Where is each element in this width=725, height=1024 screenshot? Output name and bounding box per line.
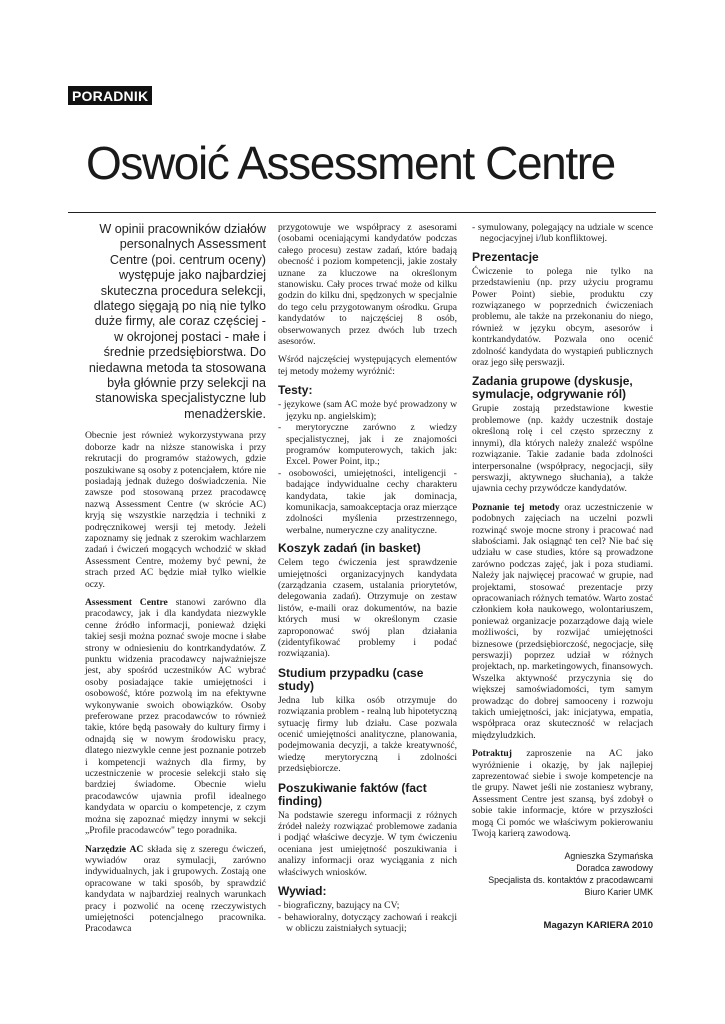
- author-role: Doradca zawodowy: [576, 862, 653, 873]
- paragraph: Assessment Centre stanowi zarówno dla pracodawcy, jak i dla kandydata niezwykle cenne źródło informacji, ponieważ dzięki takiej sesji można poznać swoje mocne i słabe strony w odniesieniu do kontrkandydatów. Z punktu widzenia pracodawcy najważniejsze jest, aby spośród uczestników AC wybrać osoby posiadające takie umiejętności i osobowość, które pozwolą im na efektywne wykonywanie swoich obowiązków. Osoby preferowane przez pracodawców to również takie, które będą pasowały do kultury firmy i odnajdą się w nowym środowisku pracy, dlatego niezwykle cenne jest poznanie potrzeb i kompetencji ważnych dla firmy, by uczestniczenie w procesie selekcji stało się bardziej świadome. Obecnie wielu pracodawców ujawnia profil idealnego kandydata w oparciu o kompetencje, z czym można się zapoznać między innymi w sekcji „Profile pracodawców" tego poradnika.: [85, 596, 267, 837]
- interview-list-continued: [472, 222, 653, 245]
- paragraph: Jedna lub kilka osób otrzymuje do rozwiązania problem - realną lub hipotetyczną sytuację firmy lub działu. Case pozwala ocenić umiejętności analityczne, planowania, podejmowania decyzji, a także kreatywność, wiedzę merytoryczną i zdolności przedsiębiorcze.: [278, 694, 457, 775]
- author-signature: [472, 850, 653, 898]
- paragraph: Ćwiczenie to polega nie tylko na przedstawieniu (np. przy użyciu programu Power Point) siebie, produktu czy rozwiązanego w poprzednich ćwiczeniach problemu, ale także na przekonaniu do niego, również w języku obcym, asesorów i kontrkandydatów. Pozwala ono ocenić zdolność kandydata do wystąpień publicznych oraz jego siłę perswazji.: [472, 265, 653, 369]
- list-item: - behawioralny, dotyczący zachowań i reakcji w obliczu zaistniałych sytuacji;: [278, 911, 457, 934]
- paragraph: Narzędzie AC składa się z szeregu ćwiczeń, wywiadów oraz symulacji, zarówno indywidualnych, jak i grupowych. Zostają one opracowane w taki sposób, by sprawdzić kandydata w najbardziej realnych warunkach pracy i pozwolić na ocenę rzeczywistych umiejętności potencjalnego pracownika. Pracodawca: [85, 843, 266, 935]
- author-role: Specjalista ds. kontaktów z pracodawcami: [488, 874, 653, 885]
- section-heading: Koszyk zadań (in basket): [278, 541, 421, 556]
- section-heading: Zadania grupowe (dyskusje, symulacje, odgrywanie ról): [472, 374, 633, 402]
- author-organization: Biuro Karier UMK: [584, 886, 653, 897]
- section-heading: Studium przypadku (case study): [278, 665, 424, 693]
- title-divider: [68, 212, 656, 213]
- list-item: - biograficzny, bazujący na CV;: [278, 900, 400, 912]
- paragraph: przygotowuje we współpracy z asesorami (osobami oceniającymi kandydatów podczas całego procesu) zestaw zadań, które badają obecność i poziom kompetencji, jakie zostały uznane za kluczowe na określonym stanowisku. Cały proces trwać może od kilku godzin do kilku dni, spędzonych w specjalnie do tego celu przygotowanym ośrodku. Grupa kandydatów to najczęściej 8 osób, obserwowanych przez dwóch lub trzech asesorów.: [278, 222, 457, 348]
- section-tag: PORADNIK: [68, 86, 152, 105]
- section-heading: Testy:: [278, 383, 313, 398]
- list-item: - merytoryczne zarówno z wiedzy specjalistycznej, jak i ze znajomości programów komputerowych, takich jak: Excel. Power Point, itp.;: [278, 422, 457, 468]
- paragraph: Wśród najczęściej występujących elementów tej metody możemy wyróżnić:: [278, 354, 457, 377]
- list-item: - osobowości, umiejętności, inteligencji - badające indywidualne cechy charakteru kandydata, takie jak dominacja, komunikacja, samoakceptacja oraz mierzące zdolności myślenia przestrzennego, werbalne, numeryczne czy analityczne.: [278, 467, 457, 536]
- paragraph: Na podstawie szeregu informacji z różnych źródeł należy rozwiązać problemowe zadania i podjąć właściwe decyzje. W tym ćwiczeniu oceniana jest umiejętność poszukiwania i analizy informacji oraz wyciągania z nich właściwych wniosków.: [278, 809, 457, 878]
- section-heading: Wywiad:: [278, 884, 327, 899]
- column-2: [278, 222, 457, 940]
- paragraph-lead-bold: Assessment Centre: [85, 596, 168, 608]
- paragraph: Obecnie jest również wykorzystywana przy doborze kadr na niższe stanowiska i przy rekrutacji do programów stażowych, gdzie poszukiwane są osoby z potencjałem, które nie posiadają jednak dużego doświadczenia. Nie zawsze pod stosowaną przez pracodawcę nazwą Assessment Centre (w skrócie AC) kryją się wszystkie narzędzia i techniki z podręcznikowej wersji tej metody. Jeżeli zapoznamy się jednak z szerokim wachlarzem zadań i ćwiczeń mogących wchodzić w skład Assessment Centre, możemy być pewni, że strach przed AC będzie miał tylko wielkie oczy.: [85, 430, 266, 590]
- author-name: Agnieszka Szymańska: [564, 850, 653, 861]
- paragraph: Grupie zostają przedstawione kwestie problemowe (np. każdy uczestnik dostaje określoną rolę i cel często sprzeczny z innymi), dla których należy znaleźć wspólne rozwiązanie. Takie zadanie bada zdolności interpersonalne (współpracy, negocjacji, siły perswazji, aktywnego słuchania), a także ujawnia cechy przywódcze kandydatów.: [472, 403, 653, 495]
- interview-list: [278, 900, 457, 934]
- section-heading: Prezentacje: [472, 249, 539, 264]
- column-1: [85, 222, 266, 942]
- paragraph-lead-bold: Narzędzie AC: [85, 843, 144, 855]
- paragraph: Poznanie tej metody oraz uczestniczenie w podobnych zajęciach na uczelni pozwli rozwinąć swoje mocne strony i pracować nad słabościami. Jak osiągnąć ten cel? Nie bać się udziału w case studies, które są prowadzone zarówno podczas zajęć, jak i poza studiami. Należy jak najwięcej pracować w grupie, nad projektami, stosować prezentacje przy opracowaniach różnych tematów. Warto zostać członkiem koła naukowego, wolontariuszem, ponieważ organizacje pozarządowe dają wiele możliwości, by rozwijać umiejętności biznesowe (przedsiębiorczość, negocjacje, siłę perswazji) poprzez udział w różnych projektach, np. marketingowych, finansowych. Wszelka aktywność przyczynia się do większej samoświadomości, tym samym prowadząc do dobrej samooceny i rozwoju takich umiejętności, jak: inicjatywa, empatia, współpraca oraz skuteczność w relacjach międzyludzkich.: [472, 501, 653, 741]
- paragraph-lead-bold: Potraktuj: [472, 748, 512, 760]
- paragraph: Potraktuj zaproszenie na AC jako wyróżnienie i okazję, by jak najlepiej zaprezentować siebie i swoje kompetencje na tle grupy. Nawet jeśli nie zostaniesz wybrany, Assessment Centre jest szansą, byś zdobył o sobie takie informacje, które w przyszłości mogą Ci pomóc we właściwym pokierowaniu Twoją karierą zawodową.: [472, 748, 653, 840]
- paragraph-lead-bold: Poznanie tej metody: [472, 501, 560, 513]
- article-title: Oswoić Assessment Centre: [86, 137, 615, 189]
- column-3: [472, 222, 653, 931]
- paragraph: Celem tego ćwiczenia jest sprawdzenie umiejętności organizacyjnych kandydata (zarządzania czasem, ustalania priorytetów, delegowania zadań). Otrzymuje on zestaw listów, e-maili oraz dokumentów, na bazie których musi w określonym czasie zaproponować swój plan działania (zidentyfikować problemy i podać rozwiązania).: [278, 557, 457, 660]
- section-heading: Poszukiwanie faktów (fact finding): [278, 780, 427, 808]
- list-item: - językowe (sam AC może być prowadzony w języku np. angielskim);: [278, 399, 457, 422]
- lead-paragraph: W opinii pracowników działów personalnych Assessment Centre (poi. centrum oceny) występuje jako najbardziej skuteczna procedura selekcji, dlatego sięgają po nią nie tylko duże firmy, ale coraz częściej - w okrojonej postaci - małe i średnie przedsiębiorstwa. Do niedawna metoda ta stosowana była głównie przy selekcji na stanowiska specjalistyczne lub menadżerskie.: [88, 222, 266, 421]
- magazine-credit: Magazyn KARIERA 2010: [543, 919, 653, 931]
- list-item: - symulowany, polegający na udziale w scence negocjacyjnej i/lub konfliktowej.: [472, 222, 653, 245]
- tests-list: [278, 399, 457, 536]
